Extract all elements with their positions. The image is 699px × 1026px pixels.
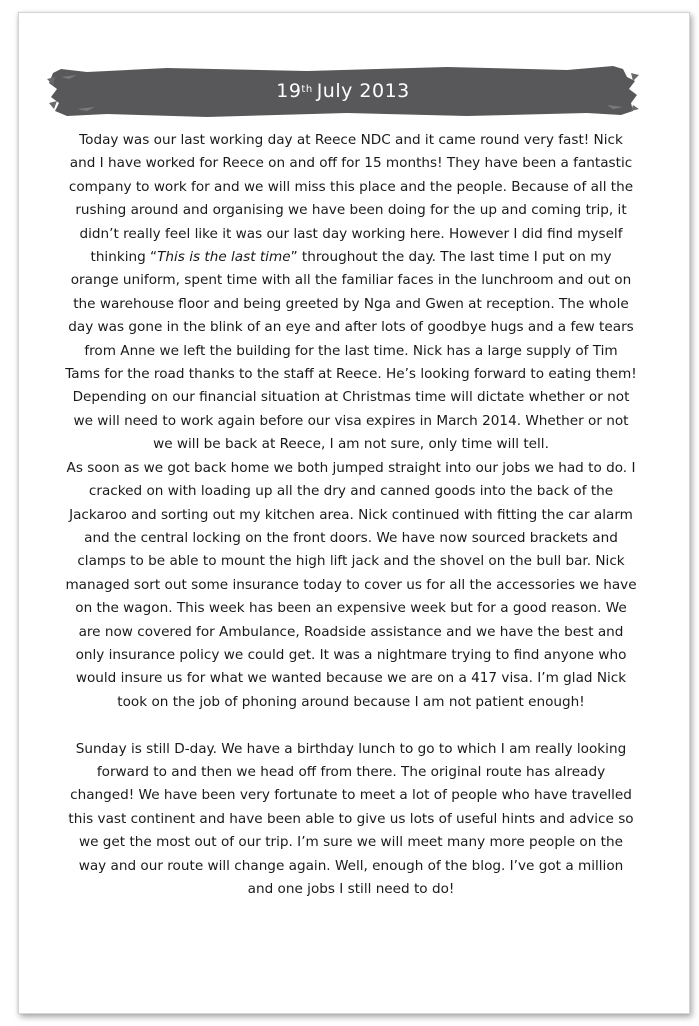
- paragraph-3: Sunday is still D-day. We have a birthday lunch to go to which I am really looking forward to and then we head off from there. The original route has already changed! We have been very fortunate to meet a lot of people who have travelled this vast continent and have been able to give us lots of useful hints and advice so we get the most out of our trip. I’m sure we will meet many more people on the way and our route will change again. Well, enough of the blog. I’ve got a million and one jobs I still need to do!: [68, 740, 634, 897]
- blog-body: [65, 129, 637, 901]
- paragraph-2: As soon as we got back home we both jumped straight into our jobs we had to do. I cracked on with loading up all the dry and canned goods into the back of the Jackaroo and sorting out my kitchen area. Nick continued with fitting the car alarm and the central locking on the front doors. We have now sourced brackets and clamps to be able to mount the high lift jack and the shovel on the bull bar. Nick managed sort out some insurance today to cover us for all the accessories we have on the wagon. This week has been an expensive week but for a good reason. We are now covered for Ambulance, Roadside assistance and we have the best and only insurance policy we could get. It was a nightmare trying to find anyone who would insure us for what we wanted because we are on a 417 visa. I’m glad Nick took on the job of phoning around because I am not patient enough!: [65, 459, 637, 710]
- page-title: [47, 59, 639, 123]
- date-banner: [47, 59, 639, 123]
- paragraph-1-quote: This is the last time: [157, 249, 291, 266]
- paragraph-1-part-a: Today was our last working day at Reece NDC and it came round very fast! Nick and I have worked for Reece on and off for 15 months! They have been a fantastic company to work for and we will miss this place and the people. Because of all the rushing around and organising we have been doing for the up and coming trip, it didn’t really feel like it was our last day working here. However I did find myself thinking “: [68, 132, 634, 266]
- date-day-suffix: th: [301, 83, 313, 95]
- paragraph-1: [65, 129, 637, 457]
- journal-page: [18, 12, 690, 1014]
- paragraph-1-part-b: ” throughout the day. The last time I put on my orange uniform, spent time with all the familiar faces in the lunchroom and out on the warehouse floor and being greeted by Nga and Gwen at reception. The whole day was gone in the blink of an eye and after lots of goodbye hugs and a few tears from Anne we left the building for the last time. Nick has a large supply of Tim Tams for the road thanks to the staff at Reece. He’s looking forward to eating them! Depending on our financial situation at Christmas time will dictate whether or not we will need to work again before our visa expires in March 2014. Whether or not we will be back at Reece, I am not sure, only time will tell.: [65, 249, 637, 453]
- date-month-year: July 2013: [316, 80, 410, 102]
- date-day: 19: [276, 80, 302, 102]
